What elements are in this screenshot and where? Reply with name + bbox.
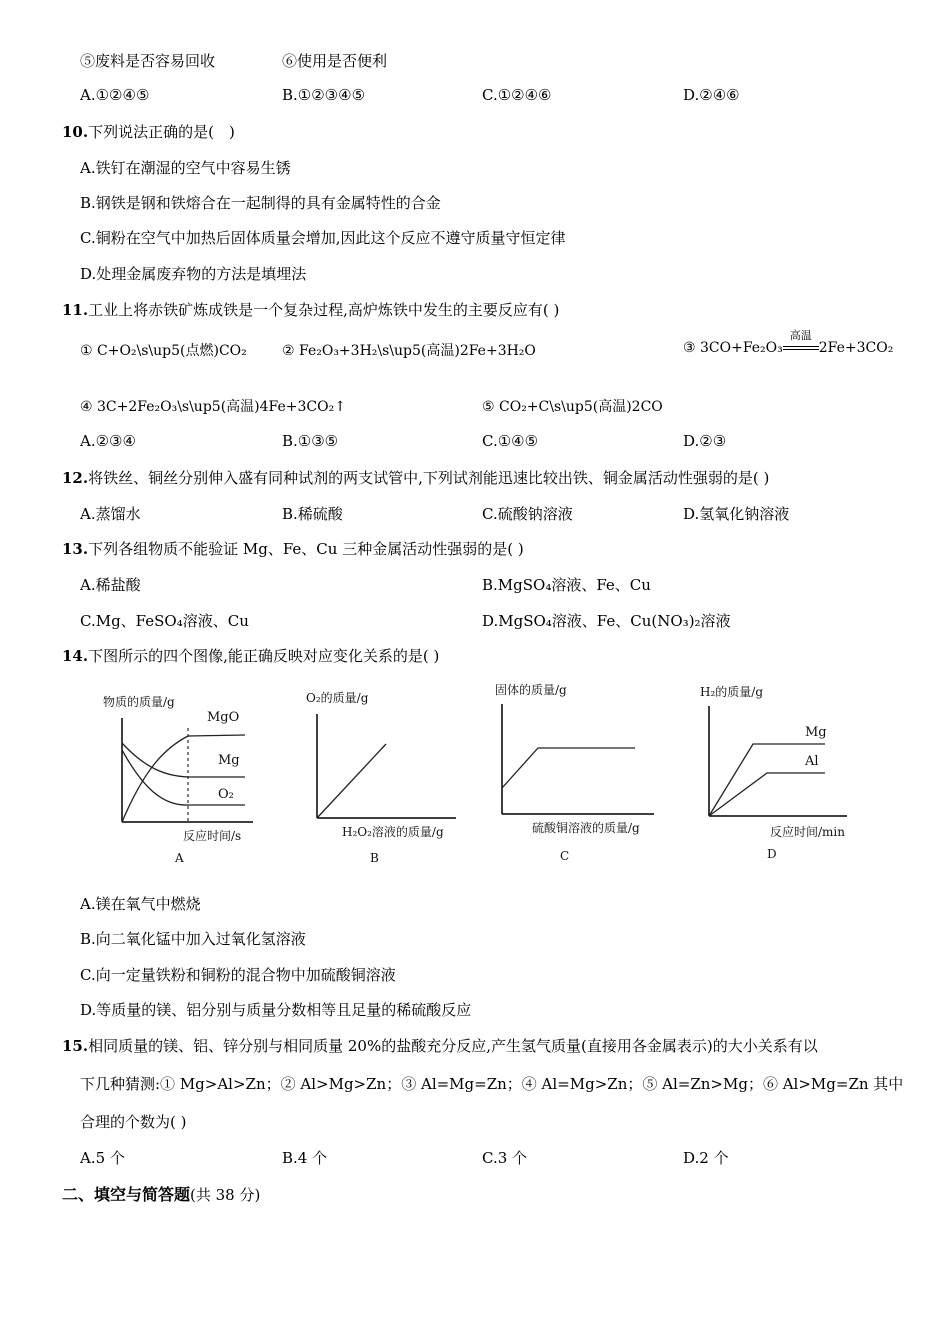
- q14-option-b: B.向二氧化锰中加入过氧化氢溶液: [80, 930, 306, 948]
- graph-d-al-line: [709, 773, 825, 816]
- q15-option-a: A.5 个: [80, 1149, 125, 1167]
- q10-stem: [62, 121, 235, 142]
- q12-option-b: B.稀硫酸: [282, 505, 343, 523]
- q9-option-a: A.①②④⑤: [80, 86, 150, 104]
- graph-c-xlabel: 硫酸铜溶液的质量/g: [532, 821, 640, 835]
- q14-option-c: C.向一定量铁粉和铜粉的混合物中加硫酸铜溶液: [80, 966, 396, 984]
- q10-option-b: B.钢铁是钢和铁熔合在一起制得的具有金属特性的合金: [80, 194, 441, 212]
- q11-reaction-5: ⑤ CO₂+C\s\up5(高温)2CO: [482, 399, 663, 415]
- q12-option-c: C.硫酸钠溶液: [482, 505, 573, 523]
- graph-a-label-o2: O₂: [218, 787, 234, 802]
- q10-option-d: D.处理金属废弃物的方法是填埋法: [80, 265, 307, 283]
- section-2-score: (共 38 分): [190, 1186, 261, 1204]
- q10-option-a: A.铁钉在潮湿的空气中容易生锈: [80, 159, 291, 177]
- q15-option-d: D.2 个: [683, 1149, 729, 1167]
- q12-stem: [62, 467, 769, 488]
- q13-stem: [62, 538, 524, 559]
- q15-line-1: [62, 1035, 818, 1056]
- q11-reaction-3-right: 2Fe+3CO₂: [818, 340, 894, 356]
- q15-number: 15.: [62, 1037, 89, 1055]
- q9-option-b: B.①②③④⑤: [282, 86, 366, 104]
- q11-reaction-3-condition: 高温: [789, 329, 812, 342]
- q14-stem-text: 下图所示的四个图像,能正确反映对应变化关系的是( ): [88, 647, 440, 665]
- q11-stem-text: 工业上将赤铁矿炼成铁是一个复杂过程,高炉炼铁中发生的主要反应有( ): [88, 301, 560, 319]
- q13-option-c: C.Mg、FeSO₄溶液、Cu: [80, 612, 249, 630]
- q10-option-c: C.铜粉在空气中加热后固体质量会增加,因此这个反应不遵守质量守恒定律: [80, 229, 566, 247]
- section-2-title: 二、填空与简答题: [62, 1185, 191, 1204]
- q12-option-d: D.氢氧化钠溶液: [683, 505, 790, 523]
- graph-d-label-mg: Mg: [805, 725, 827, 740]
- q15-line-3: 合理的个数为( ): [80, 1113, 187, 1131]
- q11-reaction-2: ② Fe₂O₃+3H₂\s\up5(高温)2Fe+3H₂O: [282, 343, 536, 359]
- graph-c-caption: C: [560, 849, 570, 863]
- q15-line-1-text: 相同质量的镁、铝、锌分别与相同质量 20%的盐酸充分反应,产生氢气质量(直接用各金属表示)的大小关系有以: [88, 1037, 818, 1055]
- q14-option-a: A.镁在氧气中燃烧: [80, 895, 201, 913]
- q11-option-d: D.②③: [683, 432, 727, 450]
- graph-b-line: [317, 744, 386, 818]
- graph-d-ylabel: H₂的质量/g: [700, 685, 764, 699]
- graph-d: [697, 680, 872, 865]
- graph-a-caption: A: [175, 851, 184, 865]
- q11-option-c: C.①④⑤: [482, 432, 539, 450]
- q11-reaction-1: ① C+O₂\s\up5(点燃)CO₂: [80, 343, 247, 359]
- q14-stem: [62, 645, 439, 666]
- graph-c-ylabel: 固体的质量/g: [495, 683, 567, 697]
- graph-c: [492, 678, 677, 868]
- q11-reaction-3: [683, 329, 894, 356]
- graph-b-ylabel: O₂的质量/g: [306, 691, 369, 705]
- q13-stem-text: 下列各组物质不能验证 Mg、Fe、Cu 三种金属活动性强弱的是( ): [88, 540, 524, 558]
- graph-a-ylabel: 物质的质量/g: [103, 695, 175, 709]
- q10-stem-text: 下列说法正确的是( ): [88, 123, 235, 141]
- q11-reaction-3-arrow: [783, 329, 819, 356]
- q13-option-a: A.稀盐酸: [80, 576, 141, 594]
- graph-d-caption: D: [767, 847, 777, 861]
- q14-number: 14.: [62, 647, 89, 665]
- q13-option-d: D.MgSO₄溶液、Fe、Cu(NO₃)₂溶液: [482, 612, 731, 630]
- graph-d-xlabel: 反应时间/min: [770, 825, 845, 839]
- graph-a-label-mgo: MgO: [207, 710, 240, 725]
- graph-b-caption: B: [370, 851, 379, 865]
- q11-stem: [62, 299, 559, 320]
- q15-option-b: B.4 个: [282, 1149, 328, 1167]
- graph-a: [95, 688, 270, 870]
- graph-b-xlabel: H₂O₂溶液的质量/g: [342, 825, 444, 839]
- q9-option-c: C.①②④⑥: [482, 86, 552, 104]
- q11-number: 11.: [62, 301, 89, 319]
- graph-b: [300, 684, 475, 866]
- q12-number: 12.: [62, 469, 89, 487]
- q12-option-a: A.蒸馏水: [80, 505, 141, 523]
- q9-item6: ⑥使用是否便利: [282, 52, 388, 70]
- q9-item5: ⑤废料是否容易回收: [80, 52, 216, 70]
- q10-number: 10.: [62, 123, 89, 141]
- q11-reaction-3-left: ③ 3CO+Fe₂O₃: [683, 340, 783, 356]
- q11-option-a: A.②③④: [80, 432, 136, 450]
- graph-d-label-al: Al: [805, 754, 819, 769]
- q9-option-d: D.②④⑥: [683, 86, 740, 104]
- graph-c-line: [502, 748, 635, 788]
- q15-line-2: 下几种猜测:① Mg>Al>Zn；② Al>Mg>Zn；③ Al=Mg=Zn；④ Al=Mg>Zn；⑤ Al=Zn>Mg；⑥ Al>Mg=Zn 其中: [80, 1075, 904, 1093]
- q15-option-c: C.3 个: [482, 1149, 528, 1167]
- section-2-heading: [62, 1182, 260, 1205]
- q11-reaction-4: ④ 3C+2Fe₂O₃\s\up5(高温)4Fe+3CO₂↑: [80, 399, 346, 415]
- graph-a-xlabel: 反应时间/s: [183, 829, 242, 843]
- q12-stem-text: 将铁丝、铜丝分别伸入盛有同种试剂的两支试管中,下列试剂能迅速比较出铁、铜金属活动性强弱的是( ): [88, 469, 770, 487]
- q13-option-b: B.MgSO₄溶液、Fe、Cu: [482, 576, 651, 594]
- q13-number: 13.: [62, 540, 89, 558]
- graph-a-label-mg: Mg: [218, 753, 240, 768]
- q14-option-d: D.等质量的镁、铝分别与质量分数相等且足量的稀硫酸反应: [80, 1001, 472, 1019]
- q11-option-b: B.①③⑤: [282, 432, 339, 450]
